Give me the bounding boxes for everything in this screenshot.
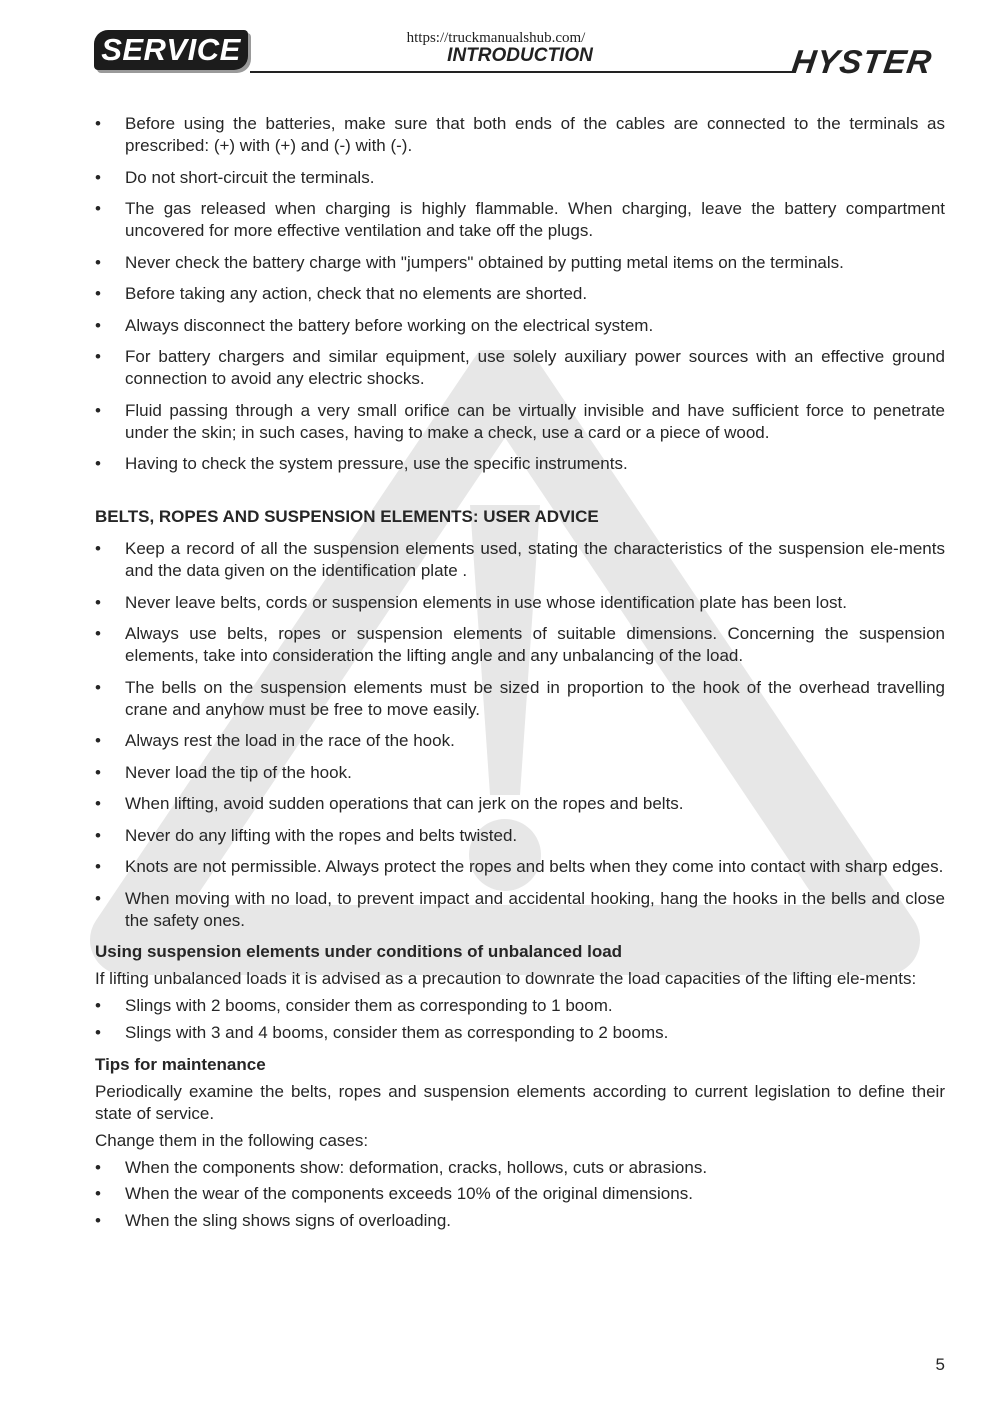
unbalanced-list — [95, 995, 945, 1044]
maintenance-list — [95, 1157, 945, 1232]
maintenance-heading: Tips for maintenance — [95, 1054, 266, 1074]
list-item: • When the wear of the components exceeds 10% of the original dimensions. — [95, 1183, 945, 1205]
maintenance-intro-2: Change them in the following cases: — [95, 1130, 369, 1150]
unbalanced-heading: Using suspension elements under conditions of unbalanced load — [95, 942, 623, 961]
maintenance-intro: Periodically examine the belts, ropes and suspension elements according to current legislation to define their state of service. — [95, 1081, 945, 1123]
list-item: • The bells on the suspension elements must be sized in proportion to the hook of the overhead travelling crane and anyhow must be free to move easily. — [95, 677, 945, 721]
list-item: • Never check the battery charge with "jumpers" obtained by putting metal items on the terminals. — [95, 252, 945, 274]
list-item: • When the components show: deformation, cracks, hollows, cuts or abrasions. — [95, 1157, 945, 1179]
page-body — [95, 113, 945, 1236]
page-number: 5 — [935, 1355, 945, 1374]
list-item: • Always rest the load in the race of the hook. — [95, 730, 945, 752]
brand-logo: HYSTER — [789, 43, 935, 80]
list-item: • Never leave belts, cords or suspension elements in use whose identification plate has been lost. — [95, 592, 945, 614]
list-item: • Always use belts, ropes or suspension elements of suitable dimensions. Concerning the suspension elements, take into consideration the lifting angle and any unbalancing of the load. — [95, 623, 945, 667]
list-item: • Slings with 3 and 4 booms, consider them as corresponding to 2 booms. — [95, 1022, 945, 1044]
list-item: • For battery chargers and similar equipment, use solely auxiliary power sources with an effective ground connection to avoid any electric shocks. — [95, 346, 945, 390]
section-title: INTRODUCTION — [447, 45, 593, 66]
source-url: https://truckmanualshub.com/ — [406, 30, 586, 46]
service-badge: SERVICE — [94, 30, 248, 70]
list-item: • When moving with no load, to prevent impact and accidental hooking, hang the hooks in the bells and close the safety ones. — [95, 888, 945, 932]
list-item: • Always disconnect the battery before working on the electrical system. — [95, 315, 945, 337]
list-item: • Slings with 2 booms, consider them as corresponding to 1 boom. — [95, 995, 945, 1017]
list-item: • Never do any lifting with the ropes and belts twisted. — [95, 825, 945, 847]
list-item: • Knots are not permissible. Always protect the ropes and belts when they come into contact with sharp edges. — [95, 856, 945, 878]
list-item: • Never load the tip of the hook. — [95, 762, 945, 784]
header-divider — [250, 71, 792, 73]
list-item: • Keep a record of all the suspension elements used, stating the characteristics of the suspension ele-ments and the data given on the identification plate . — [95, 538, 945, 582]
unbalanced-intro: If lifting unbalanced loads it is advised as a precaution to downrate the load capacities of the lifting ele-ments: — [95, 969, 917, 988]
belts-advice-list — [95, 538, 945, 932]
list-item: • Do not short-circuit the terminals. — [95, 167, 945, 189]
list-item: • Having to check the system pressure, use the specific instruments. — [95, 453, 945, 475]
list-item: • Before using the batteries, make sure that both ends of the cables are connected to the terminals as prescribed: (+) with (+) and (-) with (-). — [95, 113, 945, 157]
list-item: • The gas released when charging is highly flammable. When charging, leave the battery compartment uncovered for more effective ventilation and take off the plugs. — [95, 198, 945, 242]
belts-heading: BELTS, ROPES AND SUSPENSION ELEMENTS: USER ADVICE — [95, 507, 599, 526]
list-item: • Fluid passing through a very small orifice can be virtually invisible and have sufficient force to penetrate under the skin; in such cases, having to make a check, use a card or a piece of wood. — [95, 400, 945, 444]
battery-safety-list — [95, 113, 945, 475]
page-header — [0, 0, 993, 90]
list-item: • Before taking any action, check that no elements are shorted. — [95, 283, 945, 305]
list-item: • When lifting, avoid sudden operations that can jerk on the ropes and belts. — [95, 793, 945, 815]
list-item: • When the sling shows signs of overloading. — [95, 1210, 945, 1232]
